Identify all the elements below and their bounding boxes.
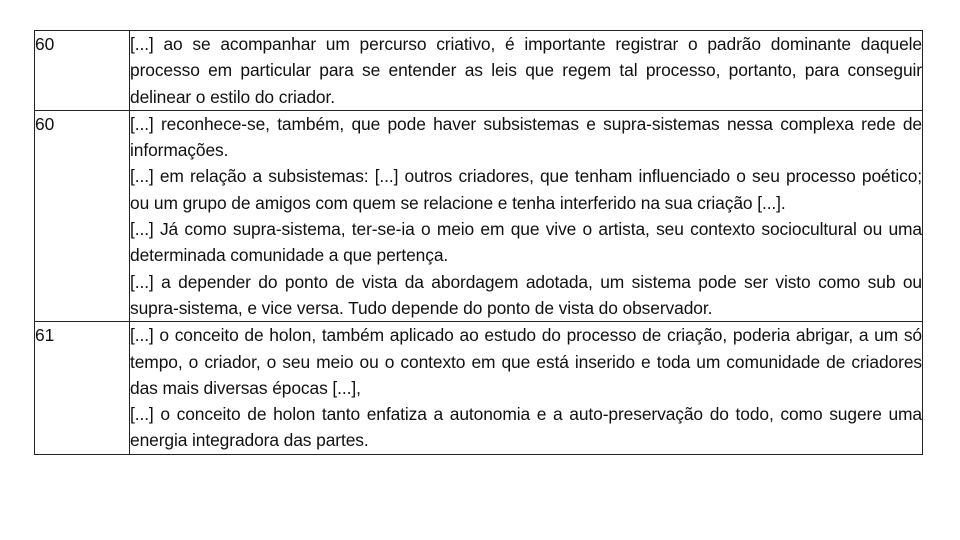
table-row	[35, 322, 923, 454]
quote-paragraph: [...] o conceito de holon tanto enfatiza a autonomia e a auto-preservação do todo, como sugere uma energia integradora das partes.	[130, 404, 922, 451]
quote-paragraph: [...] o conceito de holon, também aplicado ao estudo do processo de criação, poderia abrigar, a um só tempo, o criador, o seu meio ou o contexto em que está inserido e toda um comunidade de criadores das mais diversas épocas [...],	[130, 325, 922, 398]
quote-paragraph: [...] a depender do ponto de vista da abordagem adotada, um sistema pode ser visto como sub ou supra-sistema, e vice versa. Tudo depende do ponto de vista do observador.	[130, 271, 922, 318]
page-number-cell	[35, 110, 130, 321]
quote-paragraph: [...] Já como supra-sistema, ter-se-ia o meio em que vive o artista, seu contexto sociocultural ou uma determinada comunidade a que pertença.	[130, 219, 922, 266]
quote-paragraph: [...] em relação a subsistemas: [...] outros criadores, que tenham influenciado o seu processo poético; ou um grupo de amigos com quem se relacione e tenha interferido na sua criação [...].	[130, 166, 922, 213]
page-number: 60	[35, 34, 55, 54]
quote-paragraph: [...] ao se acompanhar um percurso criativo, é importante registrar o padrão dominante daquele processo em particular para se entender as leis que regem tal processo, portanto, para conseguir delinear o estilo do criador.	[130, 34, 922, 107]
quotes-table	[34, 30, 923, 455]
quote-cell	[130, 322, 923, 454]
table-row	[35, 110, 923, 321]
quote-cell	[130, 110, 923, 321]
page-number-cell	[35, 322, 130, 454]
quote-cell	[130, 31, 923, 111]
page-number-cell	[35, 31, 130, 111]
quote-paragraph: [...] reconhece-se, também, que pode haver subsistemas e supra-sistemas nessa complexa rede de informações.	[130, 113, 922, 161]
table-row	[35, 31, 923, 111]
page-number: 61	[35, 325, 55, 346]
page-number: 60	[35, 113, 55, 134]
